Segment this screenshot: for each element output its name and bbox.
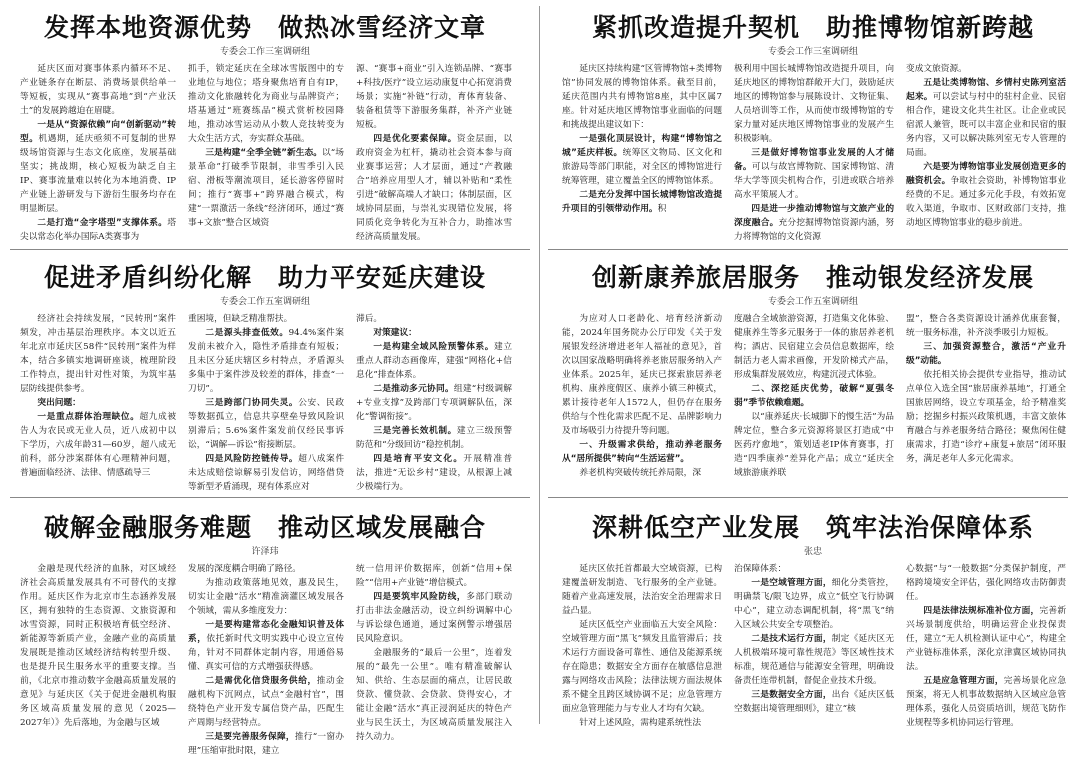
paragraph [356, 132, 512, 244]
paragraph [906, 368, 1066, 466]
paragraph-text: 重困境，但缺乏精准帮扶。 [188, 314, 293, 324]
paragraph [188, 562, 344, 576]
section-divider [10, 497, 530, 498]
article-byline: 专委会工作五室调研组 [219, 297, 310, 307]
paragraph-lead: 六是要为博物馆事业发展创造更多的融资机会。 [906, 162, 1066, 186]
paragraph-text: 超八成案件未达成赔偿谅解易引发信访，网络借贷等新型矛盾涌现，现有体系应对 [188, 454, 345, 492]
paragraph-lead: 二是需优化信贷服务供给， [205, 676, 317, 686]
article-column [356, 312, 512, 490]
paragraph [906, 674, 1066, 730]
paragraph [562, 716, 722, 730]
paragraph [356, 562, 512, 590]
paragraph-lead: 四是优化要素保障。 [373, 134, 457, 144]
paragraph-lead: 二是技术运行方面， [751, 634, 832, 644]
paragraph-text: 滞后。 [356, 314, 383, 324]
paragraph [188, 576, 344, 618]
article-byline: 专委会工作三室调研组 [219, 47, 310, 57]
article-column [356, 62, 513, 242]
article-finance [0, 500, 530, 756]
paragraph [20, 410, 176, 480]
paragraph [562, 618, 722, 716]
paragraph-text: 积 [657, 204, 667, 214]
paragraph [188, 396, 344, 452]
paragraph [562, 466, 722, 480]
paragraph [188, 674, 344, 730]
article-column [734, 312, 894, 490]
paragraph-text: 统一信用评价数据库，创新“信用+保险”“信用+产业链”增信模式。 [356, 564, 512, 588]
column-divider [539, 6, 540, 724]
paragraph-text: 变成文旅资源。 [906, 64, 967, 74]
paragraph [906, 604, 1066, 674]
article-title: 破解金融服务难题 推动区域发展融合 [43, 513, 486, 542]
article-byline: 专委会工作五室调研组 [767, 297, 858, 307]
paragraph [356, 326, 512, 340]
paragraph [20, 396, 176, 410]
paragraph-text: 资金层面，以政府资金为杠杆，撬动社会资本参与商业赛事运营；人才层面，通过“产教融合”培养应用型人才，辅以补贴和“柔性引进”破解高端人才缺口；体制层面，区域协同层面，与崇礼实现错位发展，将同质化竞争转化为互补合力，助推冰雪经济高质量发展。 [356, 134, 513, 242]
article-column [562, 562, 722, 728]
article-column [20, 562, 176, 728]
paragraph-text: 完善场景化应急预案，将无人机事故数据纳入区域应急管理体系，强化人员资质培训，规范飞防作业规程等多机协同运行管理。 [906, 676, 1067, 728]
paragraph-lead: 三是构建“全季全链”新生态。 [205, 148, 323, 158]
paragraph-lead: 二是源头排查低效。 [205, 328, 289, 338]
paragraph-text: 抓手，锁定延庆在全球冰雪版图中的专业地位与地位；塔身聚焦培育自有IP，推动文化旅融转化为商业与品牌资产；塔基通过“班赛练品”模式赏析校园降地，推动冰雪运动从小数人竞技转变为大众生活方式，夯实群众基础。 [188, 64, 344, 144]
paragraph-text: 针对上述风险，需构建系统性法 [579, 718, 702, 728]
paragraph-text: 极利用中国长城博物馆改造提升项目，向延庆地区的博物馆群敞开大门，鼓励延庆地区的博物馆参与展陈设计、文物征集、人员培训等工作，从而使市级博物馆的专家力量对延庆地区博物馆事业的发展产生积极影响。 [734, 64, 894, 144]
article-museum [548, 0, 1078, 248]
paragraph-text: 延庆区依托首都最大空域资源，已构建覆盖研发制造、飞行服务的全产业链。随着产业高速发展，法治安全治理需求日益凸显。 [562, 564, 722, 616]
article-title: 深耕低空产业发展 筑牢法治保障体系 [591, 513, 1034, 542]
section-divider [548, 249, 1068, 250]
paragraph [734, 576, 894, 632]
article-title: 发挥本地资源优势 做热冰雪经济文章 [43, 13, 486, 42]
paragraph [356, 424, 512, 452]
paragraph-text: 多部门联动打击非法金融活动，设立纠纷调解中心与诉讼绿色通道，通过案例警示增强居民风险意识。 [356, 592, 513, 644]
paragraph-lead: 一是构建全域风险预警体系。 [373, 342, 495, 352]
paragraph-text: 心数据”与“一般数据”分类保护制度，严格跨境境安全评估，强化网络攻击防御责任。 [906, 564, 1066, 602]
paragraph-text: 超九成被告人为农民或无业人员，近八成初中以下学历，六成年龄31—60岁，超八成无前科，部分涉案群体有心理精神问题，普遍面临经济、法律、情感疏导三 [20, 412, 177, 478]
paragraph [906, 160, 1066, 230]
article-conflict-resolution [0, 252, 530, 494]
paragraph [356, 590, 512, 646]
paragraph-lead: 四是培育平安文化。 [373, 454, 464, 464]
paragraph-text: 延庆区面对赛事体系内循环不足、产业链条存在断层、消费场景供给单一等短板，实现从“赛事高地”到“产业沃土”的发展跨越迫在眉睫。 [20, 64, 176, 116]
paragraph-lead: 二是充分发挥中国长城博物馆改造提升项目的引领带动作用。 [562, 190, 722, 214]
article-column [906, 62, 1066, 238]
paragraph-text: 可以尝试与村中的驻村企业、民宿相合作，建设文化共生社区。让企业或民宿派人兼管，既可以丰富企业和民宿的服务内容，又可以解决陈列室无专人管理的局面。 [906, 92, 1067, 158]
paragraph-lead: 四是法律法规标准补位方面， [923, 606, 1040, 616]
article-byline: 专委会工作三室调研组 [767, 47, 858, 57]
paragraph [734, 62, 894, 146]
paragraph [906, 62, 1066, 76]
section-divider [548, 497, 1068, 498]
paragraph [734, 688, 894, 716]
paragraph [20, 312, 176, 396]
paragraph [734, 202, 894, 244]
article-column [734, 62, 895, 242]
article-column [20, 62, 177, 242]
paragraph-text: 延庆区持续构建“区管博物馆+类博物馆”协同发展的博物馆体系。截至目前，延庆范围内共有博物馆8座，其中区属7座。针对延庆地区博物馆事业面临的问题和挑战提出建议如下： [562, 64, 722, 130]
paragraph-lead: 一是要构建常态化金融知识普及体系， [188, 620, 344, 644]
paragraph-text: 建立重点人群动态画像库，建强“网格化+信息化”排查体系。 [356, 342, 513, 380]
article-title: 促进矛盾纠纷化解 助力平安延庆建设 [43, 263, 486, 292]
paragraph-text: 金融是现代经济的血脉，对区域经济社会高质量发展具有不可替代的支撑作用。延庆区作为北京市生态涵养发展区，拥有独特的生态资源、文旅资源和冰雪资源，同时正积极培育低空经济、新能源等新质产业，金融产业的高质量发展既是推动区域经济结构转型升级、也是提升民生服务水平的重要支撑。当前，《北京市推动数字金融高质量发展的意见》与延庆区《关于促进金融机构服务区域高质量发展的意见（2025—2027年）》先后落地，为金融与区域 [20, 564, 176, 728]
paragraph-text: 源、“赛事+商业”引入连锁品牌、“赛事+科技/医疗”设立运动康复中心拓宽消费场景；实施“补链”行动，育体育装备、装备租赁等下游服务集群，补齐产业链短板。 [356, 64, 512, 130]
article-column [734, 562, 894, 728]
paragraph-text: 以“场景革命”打破季节限制，非雪季引入民宿、滑板等潮流项目，延长游客停留时间；推行“赛事+”跨界融合模式，构建“一票激活一条线”经济闭环，通过“赛事+文旅”整合区域资 [188, 148, 344, 228]
paragraph [20, 562, 176, 730]
paragraph [562, 312, 722, 438]
paragraph [188, 146, 344, 230]
article-title: 紧抓改造提升契机 助推博物馆新跨越 [591, 13, 1034, 42]
paragraph-text: 塔尖以常态化举办国际A类赛事为 [20, 218, 176, 242]
paragraph-text: 机遇期，延庆亟须不可复制的世界级场馆资源与生态文化底座，发展基础坚实；挑战期，核心短板为缺乏自主IP、赛事流量难以转化为本地消费、IP产业链上游研发与下游衍生服务均存在明显断层。 [20, 134, 177, 214]
paragraph [356, 62, 512, 132]
paragraph-text: 发展的深度耦合明确了路径。 [188, 564, 301, 574]
paragraph [734, 562, 894, 576]
paragraph-lead: 一是从“资源依赖”向“创新驱动”转型。 [20, 120, 176, 144]
paragraph-text: 建立三级预警防范和“分级回访”稳控机制。 [356, 426, 513, 450]
paragraph [734, 312, 894, 382]
article-column [906, 312, 1066, 490]
paragraph [734, 632, 894, 688]
section-divider [10, 249, 530, 250]
paragraph-text: 充分挖掘博物馆资源内涵，努力将博物馆的文化资源 [734, 218, 895, 242]
paragraph-lead: 四是要筑牢风险防线， [373, 592, 467, 602]
paragraph-text: 完善新兴场景制度供给，明确运营企业投保责任，建立“无人机检测认证中心”，构建全产业链标准体系，深化京津冀区域协同执法。 [906, 606, 1067, 672]
paragraph-text: 为推动政策落地见效，惠及民生，切实让金融“活水”精准滴灌区域发展各个领域，需从多维度发力： [188, 578, 344, 616]
paragraph-text: 金融服务的“最后一公里”，连着发展的“最先一公里”。唯有精准破解认知、供给、生态层面的痛点，让居民敢贷款、懂贷款、会贷款、贷得安心，才能让金融“活水”真正浸润延庆的特色产业与民生沃土，为区域高质量发展注入持久动力。 [356, 648, 512, 742]
article-low-altitude [548, 500, 1078, 730]
paragraph-text: 94.4%案件案发前未被介入，隐性矛盾排查有短板；且未区分延庆辖区乡村特点，矛盾源头多集中于案件涉及较差的群体，排查“一刀切”。 [188, 328, 344, 394]
article-title: 创新康养旅居服务 推动银发经济发展 [591, 263, 1034, 292]
article-column [906, 562, 1066, 728]
paragraph-text: 制定《延庆区无人机极端环境可靠性规范》等区域性技术标准，规范通信与能源安全管理，明确设备责任连带机制，督促企业技术升级。 [734, 634, 895, 686]
paragraph [188, 326, 344, 396]
article-column [188, 312, 344, 490]
article-byline: 许泽玮 [251, 547, 279, 557]
paragraph-lead: 二是打造“金字塔型”支撑体系。 [37, 218, 168, 228]
paragraph-lead: 五是应急管理方面， [923, 676, 1004, 686]
paragraph [734, 146, 894, 202]
paragraph-lead: 二是推动多元协同。 [373, 384, 454, 394]
article-column [562, 312, 722, 490]
paragraph [562, 132, 722, 188]
paragraph-text: 延庆区低空产业面临五大安全风险：空域管理方面“黑飞”频发且监管滞后；技术运行方面设备可靠性、通信及能源系统存在隐患；数据安全方面存在敏感信息泄露与网络攻击风险；法律法规方面法规体系不健全且跨区域协调不足；应急管理方面应急管理能力与专业人才均有欠缺。 [562, 620, 722, 714]
paragraph-text: 统筹区文物局、区文化和旅游局等部门职能，对全区的博物馆进行统筹管理，建立覆盖全区的博物馆体系。 [562, 148, 723, 186]
paragraph-lead: 三、加强资源整合，激活“产业升级”动能。 [906, 342, 1066, 366]
paragraph [20, 216, 176, 244]
paragraph-text: 推动金融机构下沉网点，试点“金融村官”，围绕特色产业开发专属信贷产品，匹配生产周期与经营特点。 [188, 676, 345, 728]
paragraph-lead: 一、升级需求供给，推动养老服务从“居所提供”转向“生活运营”。 [562, 440, 722, 464]
paragraph-lead: 二、深挖延庆优势，破解“夏强冬弱”季节依赖难题。 [734, 384, 894, 408]
paragraph [356, 340, 512, 382]
paragraph-lead: 五是让类博物馆、乡情村史陈列室活起来。 [906, 78, 1066, 102]
paragraph [188, 730, 344, 758]
paragraph-lead: 三是完善长效机制。 [373, 426, 457, 436]
paragraph-lead: 四是风险防控链传导。 [205, 454, 299, 464]
paragraph-lead: 四是进一步推动博物馆与文旅产业的深度融合。 [734, 204, 894, 228]
paragraph [188, 618, 344, 674]
paragraph [562, 438, 722, 466]
paragraph [356, 312, 512, 326]
paragraph-text: 养老机构突破传统托养局限，深 [579, 468, 702, 478]
paragraph-lead: 突出问题： [37, 398, 81, 408]
paragraph-text: 推行“一窗办理”压缩审批时限，建立 [188, 732, 344, 756]
article-cold-economy [0, 0, 530, 248]
paragraph-lead: 三是做好博物馆事业发展的人才储备。 [734, 148, 894, 172]
paragraph [906, 312, 1066, 340]
paragraph-text: 为应对人口老龄化、培育经济新动能，2024年国务院办公厅印发《关于发展银发经济增进老年人福祉的意见》，首次以国家战略明确将养老旅居服务纳入产业体系。2025年，延庆已探索旅居养老机构、康养度假区、康养小镇三种模式，累计接待老年人1572人，但仍存在服务供给与个性化需求匹配不足、品牌影响力及市场吸引力待提升等问题。 [562, 314, 722, 436]
paragraph-lead: 三是要完善服务保障， [205, 732, 295, 742]
paragraph-lead: 三是跨部门协同失灵。 [205, 398, 299, 408]
paragraph [20, 62, 176, 118]
paragraph [734, 410, 894, 480]
paragraph-lead: 一是重点群体治理缺位。 [37, 412, 140, 422]
paragraph [188, 62, 344, 146]
article-column [20, 312, 176, 490]
article-senior-tourism [548, 252, 1078, 494]
paragraph [188, 452, 344, 494]
article-byline: 张忠 [803, 547, 822, 557]
paragraph-text: 细化分类管控，明确禁飞/限飞边界，成立“低空飞行协调中心”，建立动态调配机制，将“黑飞”纳入区域公共安全专项整治。 [734, 578, 895, 630]
paragraph [906, 340, 1066, 368]
paragraph-text: 组建“村级调解+专业支撑”及跨部门专项调解队伍，深化“警调衔接”。 [356, 384, 512, 422]
paragraph-text: 经济社会持续发展，“民转刑”案件频发，冲击基层治理秩序。本文以近五年北京市延庆区58件“民转刑”案件为样本，结合多镇实地调研座谈，梳理阶段工作特点，提出针对性对策，为筑牢基层防线提供参考。 [20, 314, 176, 394]
paragraph [356, 646, 512, 744]
paragraph-lead: 一是空域管理方面， [751, 578, 832, 588]
paragraph-text: 出台《延庆区低空数据出境管理细则》，建立“核 [734, 690, 895, 714]
paragraph [356, 452, 512, 494]
paragraph-text: 依托新时代文明实践中心设立宣传角，针对不同群体定制内容，用通俗易懂、真实可信的方式增强获得感。 [188, 634, 345, 672]
paragraph [734, 382, 894, 410]
paragraph [562, 188, 722, 216]
paragraph-text: 依托相关协会提供专业指导，推动试点单位入选全国“旅居康养基地”，打通全国旅居网络，设立专项基金，给予精准奖励；挖掘乡村振兴政策机遇，丰富文旅体育融合与养老服务结合路径；聚焦闲住健康需求，打造“诊疗+康复+旅居”闭环服务，满足老年人多元化需求。 [906, 370, 1066, 464]
paragraph-text: 度融合全域旅游资源，打造集文化体验、健康养生等多元服务于一体的旅居养老机构；酒店、民宿建立会员信息数据库，绘制活力老人需求画像，开发阶梯式产品，形成集群发展效应，构建沉浸式体验。 [734, 314, 894, 380]
article-column [356, 562, 513, 742]
paragraph-text: 开展精准普法，推进“无讼乡村”建设，从根源上减少极端行为。 [356, 454, 513, 492]
paragraph-text: 治保障体系： [734, 564, 787, 574]
paragraph [562, 62, 722, 132]
paragraph [188, 312, 344, 326]
paragraph [906, 562, 1066, 604]
paragraph-text: 公安、民政等数据孤立，信息共享壁垒导致风险识别滞后；5.6%案件案发前仅经民事诉讼，“调解—诉讼”衔接断层。 [188, 398, 345, 450]
paragraph-text: 争取社会资助，补博物馆事业经费的不足。通过多元化手段，有效拓宽收入渠道，争取市、区财政部门支持，推动地区博物馆事业的稳步前进。 [906, 176, 1067, 228]
article-column [562, 62, 722, 238]
article-column [188, 62, 344, 238]
paragraph-text: 以“康养延庆·长城脚下的慢生活”为品牌定位，整合多元资源将景区打造成“中医药疗愈地”，策划适老IP体育赛事，打造“四季康养”差异化产品；成立“延庆全域旅游康养联 [734, 412, 894, 478]
paragraph-text: 盟”，整合各类资源设计涵养优康套餐，统一服务标准，补齐淡季吸引力短板。 [906, 314, 1066, 338]
paragraph [20, 118, 176, 216]
paragraph-lead: 一是强化顶层设计，构建“博物馆之城”延庆样板。 [562, 134, 722, 158]
article-column [188, 562, 345, 756]
paragraph [906, 76, 1066, 160]
paragraph-lead: 对策建议： [373, 328, 417, 338]
paragraph [356, 382, 512, 424]
paragraph-text: 可以与故宫博物院、国家博物馆、清华大学等顶尖机构合作，引进或联合培养高水平策展人才。 [734, 162, 895, 200]
paragraph-lead: 三是数据安全方面， [751, 690, 832, 700]
paragraph [562, 562, 722, 618]
